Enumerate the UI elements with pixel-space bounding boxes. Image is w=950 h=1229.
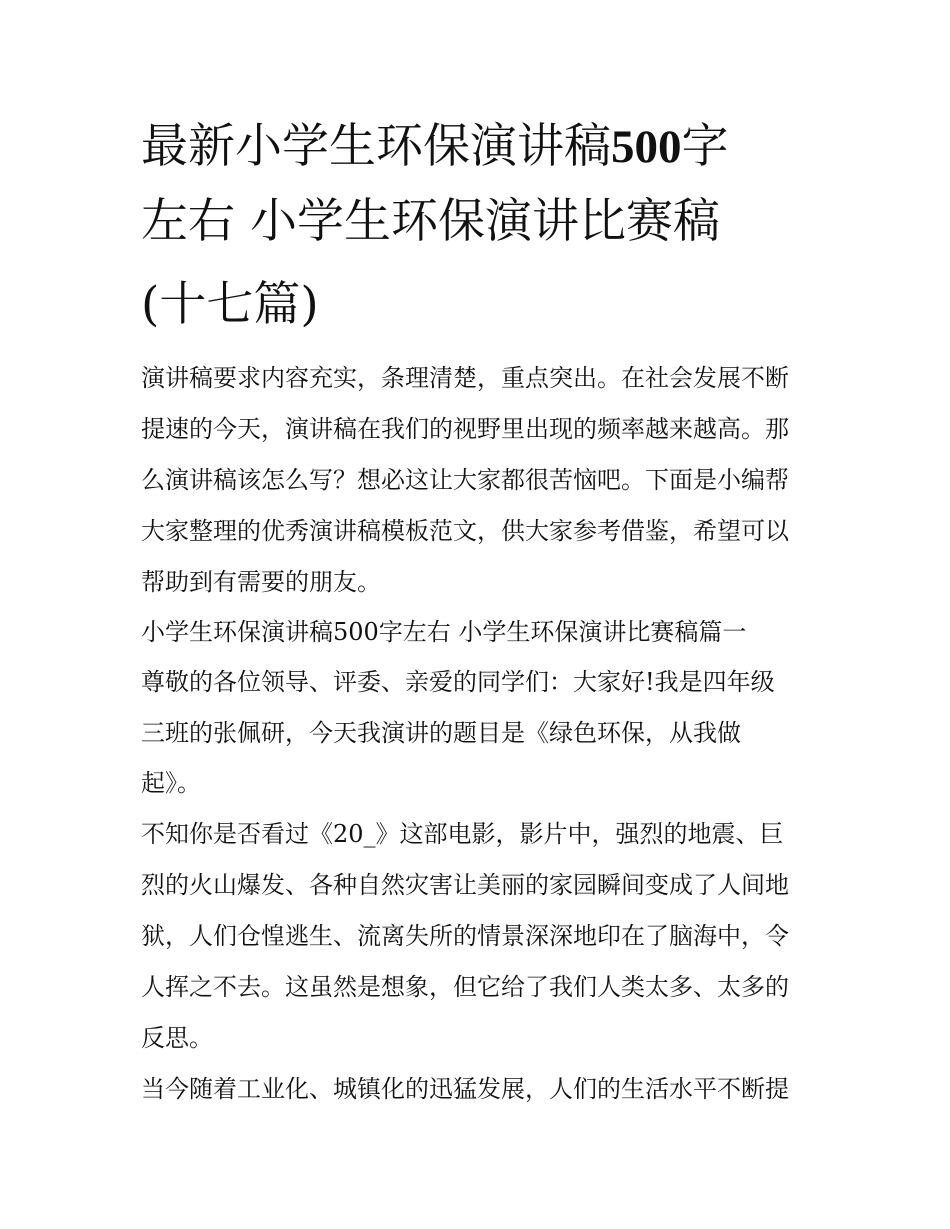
document-title-line-3: (十七篇) [141, 277, 319, 332]
paragraph-line: 演讲稿要求内容充实，条理清楚，重点突出。在社会发展不断 [141, 364, 789, 392]
document-title-line-1: 最新小学生环保演讲稿500字 [141, 119, 729, 174]
paragraph-line: 不知你是否看过《20_》这部电影，影片中，强烈的地震、巨 [141, 820, 784, 848]
title-number: 500 [611, 121, 682, 173]
paragraph-line: 提速的今天，演讲稿在我们的视野里出现的频率越来越高。那 [141, 415, 789, 443]
section-heading: 小学生环保演讲稿500字左右 小学生环保演讲比赛稿篇一 [141, 618, 747, 646]
paragraph-line: 大家整理的优秀演讲稿模板范文，供大家参考借鉴，希望可以 [141, 517, 789, 545]
paragraph-line: 当今随着工业化、城镇化的迅猛发展，人们的生活水平不断提 [141, 1075, 789, 1103]
paragraph-line: 尊敬的各位领导、评委、亲爱的同学们：大家好!我是四年级 [141, 668, 775, 696]
paragraph-line: 反思。 [141, 1024, 213, 1052]
paragraph-line: 人挥之不去。这虽然是想象，但它给了我们人类太多、太多的 [141, 973, 789, 1001]
paragraph-line: 狱，人们仓惶逃生、流离失所的情景深深地印在了脑海中，令 [141, 922, 789, 950]
document-title-line-2: 左右 小学生环保演讲比赛稿 [141, 194, 720, 249]
paragraph-line: 起》。 [141, 769, 201, 797]
paragraph-line: 烈的火山爆发、各种自然灾害让美丽的家园瞬间变成了人间地 [141, 871, 789, 899]
paragraph-line: 帮助到有需要的朋友。 [141, 568, 381, 596]
paragraph-line: 么演讲稿该怎么写？想必这让大家都很苦恼吧。下面是小编帮 [141, 466, 789, 494]
paragraph-line: 三班的张佩研，今天我演讲的题目是《绿色环保，从我做 [141, 719, 741, 747]
